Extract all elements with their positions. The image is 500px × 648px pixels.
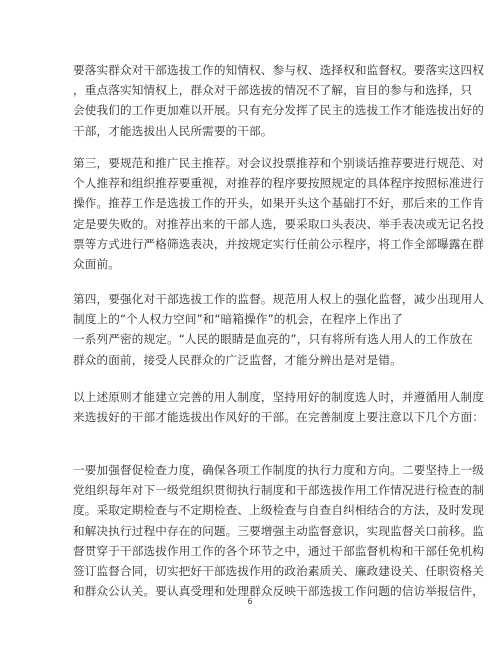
text-line: 众面前。 [73,256,120,271]
text-line: 要落实群众对干部选拔工作的知情权、参与权、选择权和监督权。要落实这四权 [73,63,485,77]
text-line: 来选拔好的干部才能选拔出作风好的干部。在完善制度上要注意以下几个方面： [73,410,485,425]
text-line: 会使我们的工作更加难以开展。只有充分发挥了民主的选拔工作才能选拔出好的 [73,103,485,118]
text-line: ，重点落实知情权上，群众对干部选拔的情况不了解，盲目的参与和选择，只 [73,83,473,98]
paragraph-right-to-know [73,60,485,141]
text-line: 度。采取定期检查与不定期检查、上级检查与自查自纠相结合的方法，及时发现 [73,503,485,518]
text-line: 群众的面前，接受人民群众的广泛监督，才能分辨出是对是错。 [73,352,402,367]
text-line: 第四，要强化对干部选拔工作的监督。规范用人权上的强化监督，减少出现用人 [73,292,485,306]
text-line: 票等方式进行严格筛选表决，并按规定实行任前公示程序，将工作全部曝露在群 [73,236,485,251]
text-line: 和解决执行过程中存在的问题。三要增强主动监督意识，实现监督关口前移。监 [73,523,485,538]
text-line: 党组织每年对下一级党组织贯彻执行制度和干部选拔作用工作情况进行检查的制 [73,483,485,498]
text-line: 操作。推荐工作是选拔工作的开头，如果开头这个基础打不好，那后来的工作肯 [73,196,485,211]
text-line: 干部，才能选拔出人民所需要的干部。 [73,123,273,138]
text-line: 签订监督合同，切实把好干部选拔作用的政治素质关、廉政建设关、任职资格关 [73,563,485,578]
text-line: 督贯穿于干部选拔作用工作的各个环节之中，通过干部监督机构和干部任免机构 [73,543,485,558]
text-line: 以上述原则才能建立完善的用人制度，坚持用好的制度选人时，并遵循用人制度 [73,390,485,404]
text-line: 第三，要规范和推广民主推荐。对会议投票推荐和个别谈话推荐要进行规范、对 [73,156,485,170]
paragraph-fourth-supervision [73,289,485,370]
paragraph-principles-summary [73,387,485,427]
text-line: 定是要失败的。对推荐出来的干部人选，要采取口头表决、举手表决或无记名投 [73,216,485,231]
text-line: 制度上的“个人权力空间”和“暗箱操作”的机会，在程序上作出了 [73,312,403,327]
page-number: 6 [247,597,253,606]
text-line: 一系列严密的规定。“人民的眼睛是血亮的”，只有将所有选人用人的工作放在 [73,332,473,347]
paragraph-third-democratic-recommendation [73,153,485,274]
paragraph-inspection-measures [73,460,485,601]
text-line: 一要加强督促检查力度，确保各项工作制度的执行力度和方向。二要坚持上一级 [73,463,485,477]
text-line: 和群众公认关。要认真受理和处理群众反映干部选拔工作问题的信访举报信件， [73,584,485,599]
text-line: 个人推荐和组织推荐要重视，对推荐的程序要按照规定的具体程序按照标准进行 [73,176,485,191]
